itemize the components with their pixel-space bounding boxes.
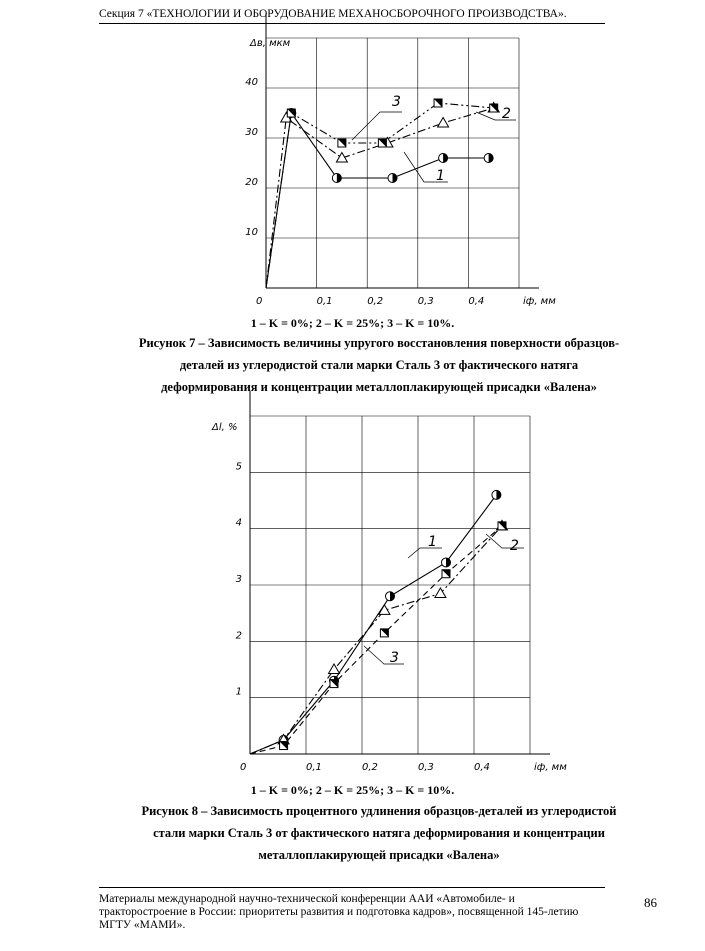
x-tick-label: 0,2 bbox=[367, 296, 384, 307]
x-tick-label: 0,4 bbox=[474, 762, 490, 773]
figure-7-caption bbox=[96, 332, 662, 398]
x-tick-label: 0,1 bbox=[306, 762, 322, 773]
series-3-label: 3 bbox=[392, 94, 401, 110]
series-1-label: 1 bbox=[428, 534, 437, 550]
header-text: Секция 7 «ТЕХНОЛОГИИ И ОБОРУДОВАНИЕ МЕХАНОСБОРОЧНОГО ПРОИЗВОДСТВА». bbox=[99, 8, 567, 20]
series-2-line bbox=[250, 526, 502, 754]
series-2-label: 2 bbox=[502, 106, 511, 122]
figure-8-chart bbox=[0, 410, 705, 785]
y-tick-label: 5 bbox=[235, 461, 242, 473]
y-tick-label: 1 bbox=[235, 686, 242, 698]
y-axis-label: Δв, мкм bbox=[250, 38, 291, 49]
x-tick-label: 0,2 bbox=[362, 762, 378, 773]
x-tick-label: 0,1 bbox=[316, 296, 333, 307]
figure-7-caption-line-1: Рисунок 7 – Зависимость величины упругого восстановления поверхности образцов- bbox=[138, 336, 620, 350]
series-1-line bbox=[266, 113, 489, 288]
x-axis-label: iф, мм bbox=[523, 296, 556, 307]
y-tick-label: 30 bbox=[245, 127, 258, 138]
series-3-line bbox=[266, 103, 494, 288]
y-tick-label: 4 bbox=[235, 517, 242, 529]
x-axis-label: iф, мм bbox=[534, 762, 567, 773]
page-number: 86 bbox=[644, 895, 657, 910]
y-axis-label: Δl, % bbox=[212, 422, 238, 433]
series-3-label: 3 bbox=[390, 650, 399, 666]
y-tick-label: 3 bbox=[235, 574, 242, 585]
x-tick-label: 0,3 bbox=[417, 296, 434, 307]
page-header bbox=[99, 8, 605, 24]
y-tick-label: 2 bbox=[235, 630, 242, 642]
figure-8-caption-line-3: металлоплакирующей присадки «Валена» bbox=[258, 848, 500, 862]
figure-8-legend: 1 – K = 0%; 2 – K = 25%; 3 – K = 10%. bbox=[250, 783, 455, 797]
y-tick-label: 10 bbox=[245, 227, 258, 238]
figure-7-chart bbox=[0, 30, 705, 320]
footer-line-1: Материалы международной научно-технической конференции ААИ «Автомобиле- и bbox=[99, 893, 515, 905]
footer-line-3: МГТУ «МАМИ». bbox=[99, 919, 186, 931]
y-tick-label: 40 bbox=[245, 77, 258, 88]
series-1-line bbox=[250, 495, 496, 754]
x-tick-label: 0 bbox=[240, 762, 247, 773]
series-3-leader bbox=[352, 112, 402, 140]
y-tick-label: 20 bbox=[245, 177, 258, 188]
footer-line-2: тракторостроение в России: приоритеты развития и подготовка кадров», посвященной 145-летию bbox=[99, 906, 579, 918]
x-tick-label: 0,3 bbox=[418, 762, 434, 773]
series-2-point bbox=[435, 588, 446, 598]
figure-8-caption-line-1: Рисунок 8 – Зависимость процентного удлинения образцов-деталей из углеродистой bbox=[141, 804, 617, 818]
x-tick-label: 0,4 bbox=[468, 296, 485, 307]
figure-8-caption bbox=[96, 800, 662, 866]
series-2-label: 2 bbox=[510, 538, 519, 554]
series-3-line bbox=[250, 526, 502, 754]
figure-7-legend: 1 – K = 0%; 2 – K = 25%; 3 – K = 10%. bbox=[250, 316, 455, 330]
page-footer bbox=[99, 887, 605, 932]
figure-8-caption-line-2: стали марки Сталь 3 от фактического натяга деформирования и концентрации bbox=[153, 826, 605, 840]
figure-7-caption-line-2: деталей из углеродистой стали марки Сталь 3 от фактического натяга bbox=[179, 358, 579, 372]
series-1-label: 1 bbox=[436, 168, 445, 184]
series-2-point bbox=[438, 118, 449, 128]
figure-7-caption-line-3: деформирования и концентрации металлоплакирующей присадки «Валена» bbox=[161, 380, 597, 394]
x-tick-label: 0 bbox=[256, 296, 263, 307]
series-2-line bbox=[266, 108, 494, 288]
